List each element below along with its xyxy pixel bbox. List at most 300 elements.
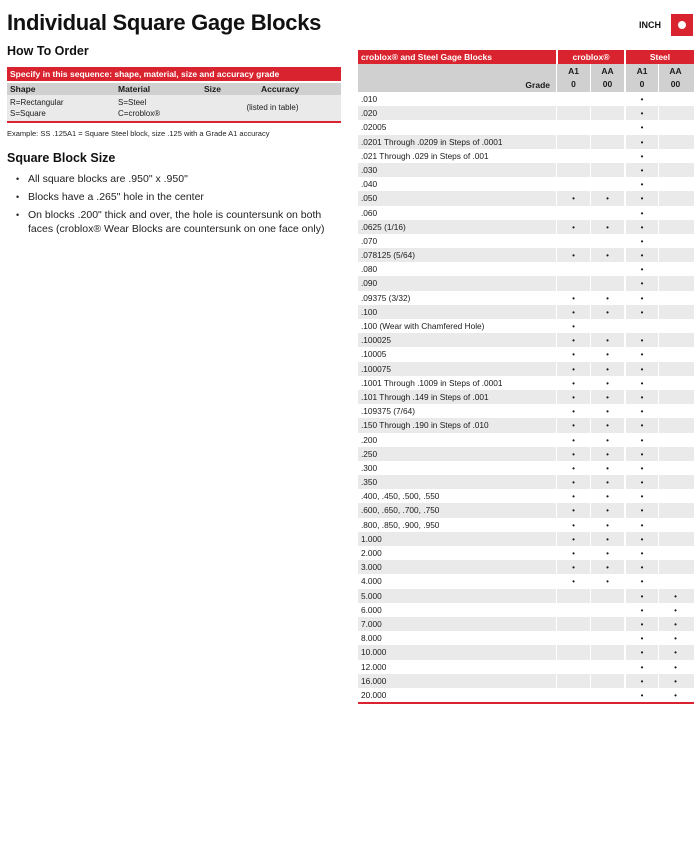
grade-mark-cell	[624, 560, 658, 574]
grade-mark-cell	[556, 688, 590, 702]
table-row	[358, 92, 694, 106]
group-steel: Steel	[624, 50, 694, 64]
grade-mark-cell	[556, 362, 590, 376]
grade-mark-cell	[658, 376, 692, 390]
grade-mark-cell	[556, 489, 590, 503]
availability-dot-icon: •	[640, 350, 644, 360]
grade-mark-cell	[658, 560, 692, 574]
availability-dot-icon: •	[640, 676, 644, 686]
grade-mark-cell	[556, 135, 590, 149]
grade-mark-cell	[590, 560, 624, 574]
availability-dot-icon: •	[572, 336, 575, 346]
availability-dot-icon: •	[674, 690, 677, 700]
grade-mark-cell	[556, 461, 590, 475]
table-row	[358, 589, 694, 603]
grade-mark-cell	[556, 617, 590, 631]
grade-mark-cell	[590, 518, 624, 532]
table-row	[358, 106, 694, 120]
grade-mark-cell	[624, 503, 658, 517]
availability-dot-icon: •	[572, 463, 575, 473]
grade-mark-cell	[658, 362, 692, 376]
col-shape: Shape	[10, 84, 36, 94]
availability-dot-icon: •	[572, 492, 575, 502]
grade-mark-cell	[590, 135, 624, 149]
grade-mark-cell	[624, 362, 658, 376]
grade-mark-cell	[556, 319, 590, 333]
availability-dot-icon: •	[606, 194, 609, 204]
order-sequence-bar: Specify in this sequence: shape, material, size and accuracy grade	[7, 67, 341, 81]
grade-mark-cell	[556, 347, 590, 361]
size-cell: .101 Through .149 in Steps of .001	[361, 391, 489, 402]
grade-mark-cell	[556, 447, 590, 461]
size-cell: 5.000	[361, 590, 382, 601]
grade-mark-cell	[556, 276, 590, 290]
table-row	[358, 674, 694, 688]
grade-mark-cell	[556, 574, 590, 588]
grade-mark-cell	[556, 674, 590, 688]
availability-dot-icon: •	[572, 534, 575, 544]
grade-mark-cell	[658, 503, 692, 517]
availability-dot-icon: •	[640, 236, 644, 246]
grade-mark-cell	[624, 135, 658, 149]
grade-mark-cell	[658, 319, 692, 333]
col-size: Size	[204, 84, 222, 94]
table-row	[358, 149, 694, 163]
size-cell: 1.000	[361, 533, 382, 544]
availability-dot-icon: •	[572, 549, 575, 558]
sizes-table-title: croblox® and Steel Gage Blocks	[361, 52, 492, 62]
grade-mark-cell	[658, 404, 692, 418]
grade-mark-cell	[624, 333, 658, 347]
grade-mark-cell	[556, 305, 590, 319]
availability-dot-icon: •	[572, 407, 575, 417]
grade-mark-cell	[658, 418, 692, 432]
grade-mark-cell	[590, 248, 624, 262]
gage-block-sizes-table	[358, 50, 694, 704]
grade-mark-cell	[590, 390, 624, 404]
bullet-item: • On blocks .200" thick and over, the hole is countersunk on both faces (croblox® Wear Blocks are countersunk on one face only)	[16, 209, 325, 235]
grade-mark-cell	[658, 660, 692, 674]
size-cell: .1001 Through .1009 in Steps of .0001	[361, 377, 503, 388]
availability-dot-icon: •	[640, 421, 644, 431]
size-cell: .109375 (7/64)	[361, 406, 415, 417]
grade-mark-cell	[590, 92, 624, 106]
table-row	[358, 333, 694, 347]
availability-dot-icon: •	[606, 392, 609, 402]
grade-mark-cell	[556, 603, 590, 617]
availability-dot-icon: •	[606, 492, 609, 502]
table-row	[358, 120, 694, 134]
grade-mark-cell	[590, 475, 624, 489]
grade-mark-cell	[624, 418, 658, 432]
availability-dot-icon: •	[640, 279, 644, 289]
availability-dot-icon: •	[606, 293, 609, 303]
grade-mark-cell	[590, 305, 624, 319]
grade-mark-cell	[556, 518, 590, 532]
grade-mark-cell	[556, 546, 590, 560]
availability-dot-icon: •	[640, 577, 644, 587]
size-cell: .02005	[361, 122, 387, 133]
grade-mark-cell	[556, 333, 590, 347]
table-row	[358, 574, 694, 588]
grade-mark-cell	[624, 220, 658, 234]
grade-header	[358, 64, 694, 92]
grade-mark-cell	[556, 262, 590, 276]
availability-dot-icon: •	[674, 619, 677, 629]
grade-mark-cell	[556, 106, 590, 120]
table-row	[358, 291, 694, 305]
table-row	[358, 631, 694, 645]
availability-dot-icon: •	[572, 378, 575, 388]
grade-mark-cell	[624, 660, 658, 674]
availability-dot-icon: •	[606, 463, 609, 473]
grade-mark-cell	[658, 532, 692, 546]
size-cell: .09375 (3/32)	[361, 292, 411, 303]
table-row	[358, 532, 694, 546]
unit-label: INCH	[639, 20, 661, 30]
grade-mark-cell	[590, 347, 624, 361]
grade-mark-cell	[556, 120, 590, 134]
square-block-size-heading: Square Block Size	[7, 151, 116, 165]
availability-dot-icon: •	[606, 350, 609, 360]
size-cell: .010	[361, 94, 378, 104]
grade-mark-cell	[658, 92, 692, 106]
availability-dot-icon: •	[674, 634, 677, 644]
size-cell: 20.000	[361, 689, 387, 700]
availability-dot-icon: •	[640, 591, 644, 601]
availability-dot-icon: •	[572, 222, 575, 232]
grade-mark-cell	[556, 92, 590, 106]
grade-mark-cell	[556, 418, 590, 432]
size-cell: .030	[361, 164, 378, 175]
grade-mark-cell	[658, 135, 692, 149]
grade-mark-cell	[658, 574, 692, 588]
grade-mark-cell	[556, 234, 590, 248]
grade-mark-cell	[590, 645, 624, 659]
grade-mark-cell	[590, 546, 624, 560]
grade-mark-cell	[658, 120, 692, 134]
material-values	[118, 95, 204, 121]
grade-mark-cell	[624, 617, 658, 631]
grade-mark-cell	[556, 291, 590, 305]
table-row	[358, 503, 694, 517]
grade-mark-cell	[590, 163, 624, 177]
table-row	[358, 603, 694, 617]
grade-mark-cell	[556, 149, 590, 163]
grade-mark-cell	[590, 574, 624, 588]
grade-mark-cell	[624, 532, 658, 546]
size-cell: 7.000	[361, 618, 382, 629]
availability-dot-icon: •	[572, 392, 575, 402]
page-title: Individual Square Gage Blocks	[7, 10, 322, 35]
availability-dot-icon: •	[640, 407, 644, 417]
grade-mark-cell	[590, 503, 624, 517]
grade-col: AA 00	[590, 64, 624, 92]
grade-mark-cell	[658, 262, 692, 276]
availability-dot-icon: •	[640, 449, 644, 459]
grade-mark-cell	[624, 574, 658, 588]
grade-mark-cell	[590, 333, 624, 347]
grade-mark-cell	[590, 674, 624, 688]
table-row	[358, 376, 694, 390]
size-cell: .250	[361, 448, 378, 459]
table-row	[358, 362, 694, 376]
availability-dot-icon: •	[606, 520, 609, 530]
availability-dot-icon: •	[572, 421, 575, 431]
grade-mark-cell	[658, 305, 692, 319]
sizes-table-header	[358, 50, 694, 64]
grade-mark-cell	[624, 234, 658, 248]
material-croblox: C=croblox®	[118, 109, 161, 118]
grade-mark-cell	[590, 319, 624, 333]
size-cell: 16.000	[361, 675, 387, 686]
order-table	[7, 67, 341, 123]
availability-dot-icon: •	[572, 350, 575, 360]
bullet-icon: •	[16, 192, 20, 202]
size-cell: .078125 (5/64)	[361, 250, 415, 261]
table-row	[358, 475, 694, 489]
availability-dot-icon: •	[640, 392, 644, 402]
grade-mark-cell	[556, 404, 590, 418]
grade-mark-cell	[590, 631, 624, 645]
table-row	[358, 447, 694, 461]
grade-mark-cell	[590, 617, 624, 631]
grade-mark-cell	[590, 276, 624, 290]
availability-dot-icon: •	[572, 506, 575, 516]
grade-mark-cell	[556, 220, 590, 234]
table-row	[358, 546, 694, 560]
size-cell: .021 Through .029 in Steps of .001	[361, 150, 489, 161]
table-row	[358, 191, 694, 205]
col-material: Material	[118, 84, 151, 94]
availability-dot-icon: •	[640, 109, 644, 119]
availability-dot-icon: •	[640, 165, 644, 175]
table-row	[358, 135, 694, 149]
size-cell: .0625 (1/16)	[361, 221, 406, 232]
table-row	[358, 617, 694, 631]
availability-dot-icon: •	[674, 605, 677, 615]
grade-mark-cell	[658, 603, 692, 617]
grade-mark-cell	[624, 447, 658, 461]
availability-dot-icon: •	[572, 449, 575, 459]
inch-unit-icon	[671, 14, 693, 36]
availability-dot-icon: •	[606, 421, 609, 431]
availability-dot-icon: •	[606, 407, 609, 417]
size-cell: 10.000	[361, 647, 387, 658]
grade-col: AA 00	[658, 64, 692, 92]
grade-mark-cell	[556, 206, 590, 220]
availability-dot-icon: •	[606, 364, 609, 374]
grade-mark-cell	[658, 447, 692, 461]
grade-col: A1 0	[624, 64, 658, 92]
availability-dot-icon: •	[674, 662, 677, 672]
size-cell: .080	[361, 264, 378, 275]
availability-dot-icon: •	[606, 435, 609, 445]
table-row	[358, 163, 694, 177]
grade-mark-cell	[556, 163, 590, 177]
grade-mark-cell	[590, 262, 624, 276]
availability-dot-icon: •	[640, 307, 644, 317]
grade-mark-cell	[590, 489, 624, 503]
grade-mark-cell	[556, 631, 590, 645]
availability-dot-icon: •	[640, 605, 644, 615]
how-to-order-heading: How To Order	[7, 44, 89, 58]
grade-mark-cell	[658, 433, 692, 447]
table-row	[358, 220, 694, 234]
availability-dot-icon: •	[572, 478, 575, 488]
group-croblox: croblox®	[556, 50, 624, 64]
grade-mark-cell	[556, 433, 590, 447]
grade-mark-cell	[658, 234, 692, 248]
grade-mark-cell	[556, 177, 590, 191]
size-cell: .020	[361, 108, 378, 119]
grade-mark-cell	[590, 589, 624, 603]
availability-dot-icon: •	[606, 251, 609, 261]
availability-dot-icon: •	[572, 577, 575, 587]
availability-dot-icon: •	[640, 549, 644, 558]
grade-mark-cell	[624, 475, 658, 489]
availability-dot-icon: •	[572, 194, 575, 204]
grade-mark-cell	[658, 631, 692, 645]
grade-mark-cell	[590, 191, 624, 205]
availability-dot-icon: •	[640, 123, 644, 133]
grade-mark-cell	[590, 106, 624, 120]
availability-dot-icon: •	[640, 506, 644, 516]
availability-dot-icon: •	[640, 265, 644, 275]
grade-mark-cell	[590, 376, 624, 390]
size-cell: .400, .450, .500, .550	[361, 491, 440, 502]
bullet-item: • Blocks have a .265" hole in the center	[16, 191, 204, 203]
grade-mark-cell	[624, 92, 658, 106]
grade-mark-cell	[624, 674, 658, 688]
size-cell: .060	[361, 207, 378, 218]
grade-mark-cell	[624, 376, 658, 390]
table-row	[358, 433, 694, 447]
grade-mark-cell	[658, 645, 692, 659]
grade-mark-cell	[624, 518, 658, 532]
table-row	[358, 645, 694, 659]
shape-rectangular: R=Rectangular	[10, 98, 64, 107]
grade-mark-cell	[658, 390, 692, 404]
size-cell: .0201 Through .0209 in Steps of .0001	[361, 136, 503, 147]
size-cell: 12.000	[361, 661, 387, 672]
bullet-item: • All square blocks are .950" x .950"	[16, 173, 188, 185]
availability-dot-icon: •	[572, 307, 575, 317]
size-cell: .100075	[361, 363, 391, 374]
grade-mark-cell	[658, 688, 692, 702]
shape-square: S=Square	[10, 109, 46, 118]
grade-mark-cell	[624, 390, 658, 404]
grade-mark-cell	[624, 177, 658, 191]
grade-mark-cell	[658, 333, 692, 347]
size-cell: .070	[361, 235, 378, 246]
availability-dot-icon: •	[606, 449, 609, 459]
grade-mark-cell	[590, 418, 624, 432]
availability-dot-icon: •	[640, 648, 644, 658]
grade-mark-cell	[624, 688, 658, 702]
table-row	[358, 234, 694, 248]
grade-mark-cell	[658, 475, 692, 489]
table-row	[358, 518, 694, 532]
availability-dot-icon: •	[640, 222, 644, 232]
grade-mark-cell	[658, 206, 692, 220]
size-cell: .800, .850, .900, .950	[361, 519, 440, 530]
grade-mark-cell	[556, 503, 590, 517]
table-row	[358, 489, 694, 503]
availability-dot-icon: •	[640, 563, 644, 573]
grade-mark-cell	[624, 433, 658, 447]
availability-dot-icon: •	[640, 534, 644, 544]
col-accuracy: Accuracy	[261, 84, 300, 94]
grade-mark-cell	[590, 461, 624, 475]
grade-mark-cell	[624, 291, 658, 305]
grade-mark-cell	[624, 206, 658, 220]
table-row	[358, 276, 694, 290]
grade-mark-cell	[590, 120, 624, 134]
grade-mark-cell	[556, 191, 590, 205]
grade-mark-cell	[658, 149, 692, 163]
availability-dot-icon: •	[606, 378, 609, 388]
table-row	[358, 688, 694, 702]
grade-mark-cell	[658, 674, 692, 688]
grade-mark-cell	[624, 106, 658, 120]
table-row	[358, 262, 694, 276]
availability-dot-icon: •	[572, 435, 575, 445]
grade-mark-cell	[624, 276, 658, 290]
availability-dot-icon: •	[606, 506, 609, 516]
grade-mark-cell	[624, 120, 658, 134]
availability-dot-icon: •	[674, 591, 677, 601]
grade-mark-cell	[556, 376, 590, 390]
table-row	[358, 206, 694, 220]
size-cell: .300	[361, 462, 378, 473]
table-row	[358, 461, 694, 475]
availability-dot-icon: •	[572, 293, 575, 303]
availability-dot-icon: •	[640, 492, 644, 502]
grade-mark-cell	[590, 433, 624, 447]
grade-mark-cell	[658, 177, 692, 191]
shape-values	[7, 95, 118, 121]
availability-dot-icon: •	[572, 364, 575, 374]
size-cell: 2.000	[361, 548, 382, 558]
availability-dot-icon: •	[640, 463, 644, 473]
grade-mark-cell	[556, 645, 590, 659]
size-cell: 4.000	[361, 576, 382, 587]
availability-dot-icon: •	[640, 180, 644, 190]
availability-dot-icon: •	[674, 648, 677, 658]
grade-mark-cell	[624, 631, 658, 645]
availability-dot-icon: •	[572, 322, 575, 331]
grade-mark-cell	[624, 305, 658, 319]
table-row	[358, 418, 694, 432]
grade-mark-cell	[624, 319, 658, 333]
size-cell: .350	[361, 477, 378, 488]
grade-mark-cell	[658, 106, 692, 120]
availability-dot-icon: •	[640, 194, 644, 204]
material-steel: S=Steel	[118, 98, 147, 107]
order-table-body	[7, 95, 341, 121]
size-cell: .100 (Wear with Chamfered Hole)	[361, 321, 485, 331]
availability-dot-icon: •	[640, 378, 644, 388]
order-example: Example: SS .125A1 = Square Steel block, size .125 with a Grade A1 accuracy	[7, 129, 270, 138]
grade-mark-cell	[658, 276, 692, 290]
grade-mark-cell	[556, 532, 590, 546]
bullet-icon: •	[16, 210, 20, 220]
availability-dot-icon: •	[640, 435, 644, 445]
grade-mark-cell	[658, 461, 692, 475]
grade-mark-cell	[556, 248, 590, 262]
size-cell: .090	[361, 278, 378, 289]
